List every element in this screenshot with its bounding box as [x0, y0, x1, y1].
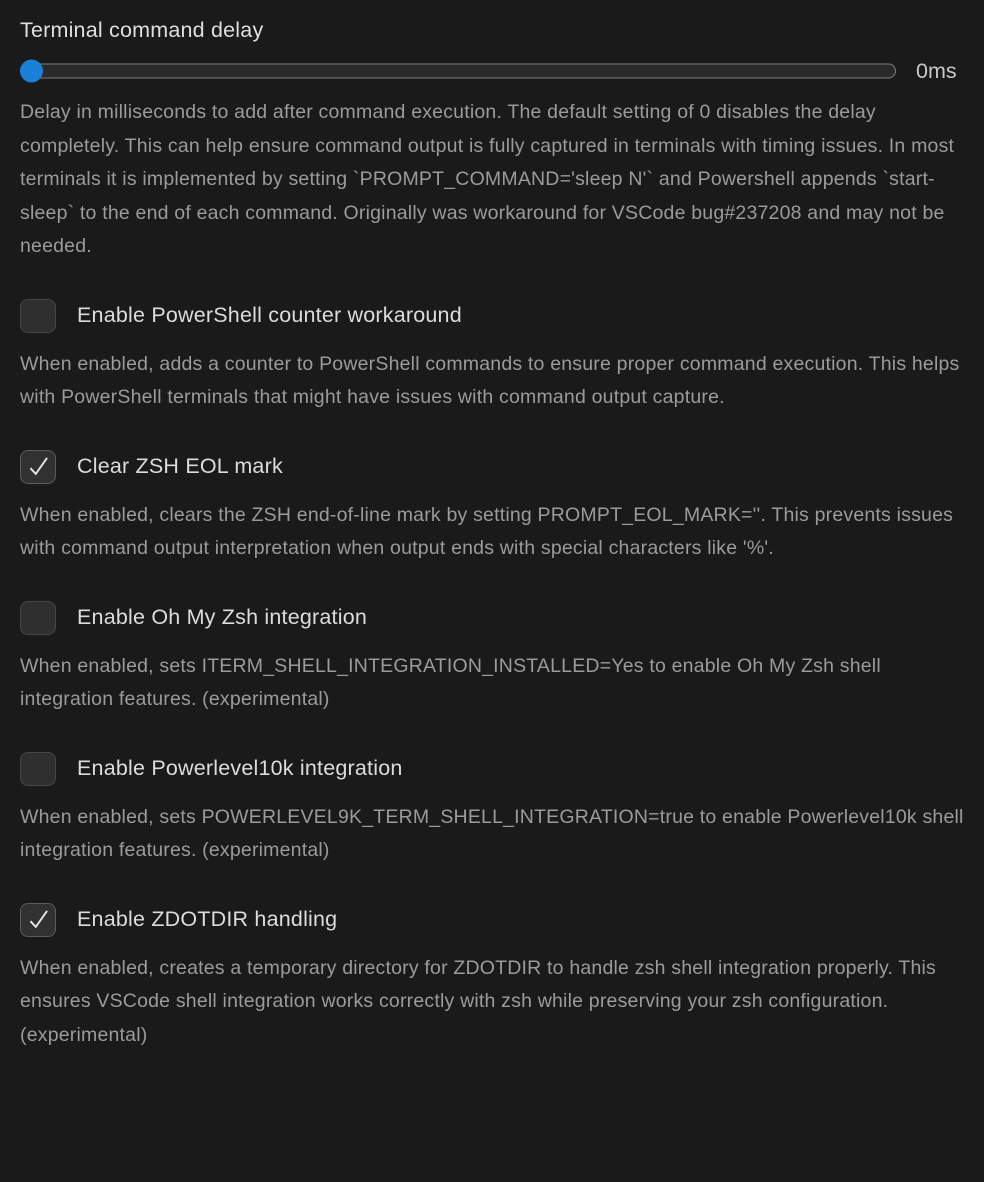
- slider-track[interactable]: [20, 64, 896, 79]
- setting-powerlevel10k-integration: [20, 752, 964, 786]
- slider-thumb[interactable]: [20, 60, 43, 83]
- setting-zdotdir-handling: [20, 903, 964, 937]
- checkbox-description: When enabled, sets ITERM_SHELL_INTEGRATION_INSTALLED=Yes to enable Oh My Zsh shell integration features. (experimental): [20, 654, 881, 710]
- checkbox-description: When enabled, creates a temporary directory for ZDOTDIR to handle zsh shell integration properly. This ensures VSCode shell integration works correctly with zsh while preserving your zsh configuration. (experimental): [20, 956, 936, 1046]
- setting-clear-zsh-eol-mark: [20, 450, 964, 484]
- checkbox-oh-my-zsh-integration[interactable]: [20, 601, 56, 635]
- checkbox-description: When enabled, clears the ZSH end-of-line mark by setting PROMPT_EOL_MARK=''. This prevents issues with command output interpretation when output ends with special characters like '%'.: [20, 503, 954, 559]
- checkbox-zdotdir-handling[interactable]: [20, 903, 56, 937]
- terminal-command-delay-value: 0ms: [916, 58, 957, 83]
- checkbox-powershell-counter-workaround[interactable]: [20, 299, 56, 333]
- terminal-command-delay-title: Terminal command delay: [20, 18, 264, 42]
- checkmark-icon: [25, 453, 52, 480]
- terminal-command-delay-row: [20, 58, 964, 84]
- checkbox-description: When enabled, adds a counter to PowerShell commands to ensure proper command execution. This helps with PowerShell terminals that might have issues with command output capture.: [20, 352, 960, 408]
- setting-powershell-counter-workaround: [20, 299, 964, 333]
- checkbox-powerlevel10k-integration[interactable]: [20, 752, 56, 786]
- checkbox-label[interactable]: Clear ZSH EOL mark: [77, 454, 283, 478]
- terminal-command-delay-description: Delay in milliseconds to add after command execution. The default setting of 0 disables the delay completely. This can help ensure command output is fully captured in terminals with timing issues. In most terminals it is implemented by setting `PROMPT_COMMAND='sleep N'` and Powershell appends `start-sleep` to the end of each command. Originally was workaround for VSCode bug#237208 and may not be needed.: [20, 101, 955, 257]
- checkbox-label[interactable]: Enable ZDOTDIR handling: [77, 907, 338, 931]
- checkbox-label[interactable]: Enable PowerShell counter workaround: [77, 303, 462, 327]
- checkbox-label[interactable]: Enable Oh My Zsh integration: [77, 605, 368, 629]
- setting-oh-my-zsh-integration: [20, 601, 964, 635]
- checkbox-label[interactable]: Enable Powerlevel10k integration: [77, 756, 403, 780]
- terminal-settings-panel: [20, 18, 964, 1052]
- checkmark-icon: [25, 906, 52, 933]
- terminal-command-delay-slider[interactable]: [20, 59, 896, 83]
- checkbox-description: When enabled, sets POWERLEVEL9K_TERM_SHELL_INTEGRATION=true to enable Powerlevel10k shell integration features. (experimental): [20, 805, 964, 861]
- checkbox-clear-zsh-eol-mark[interactable]: [20, 450, 56, 484]
